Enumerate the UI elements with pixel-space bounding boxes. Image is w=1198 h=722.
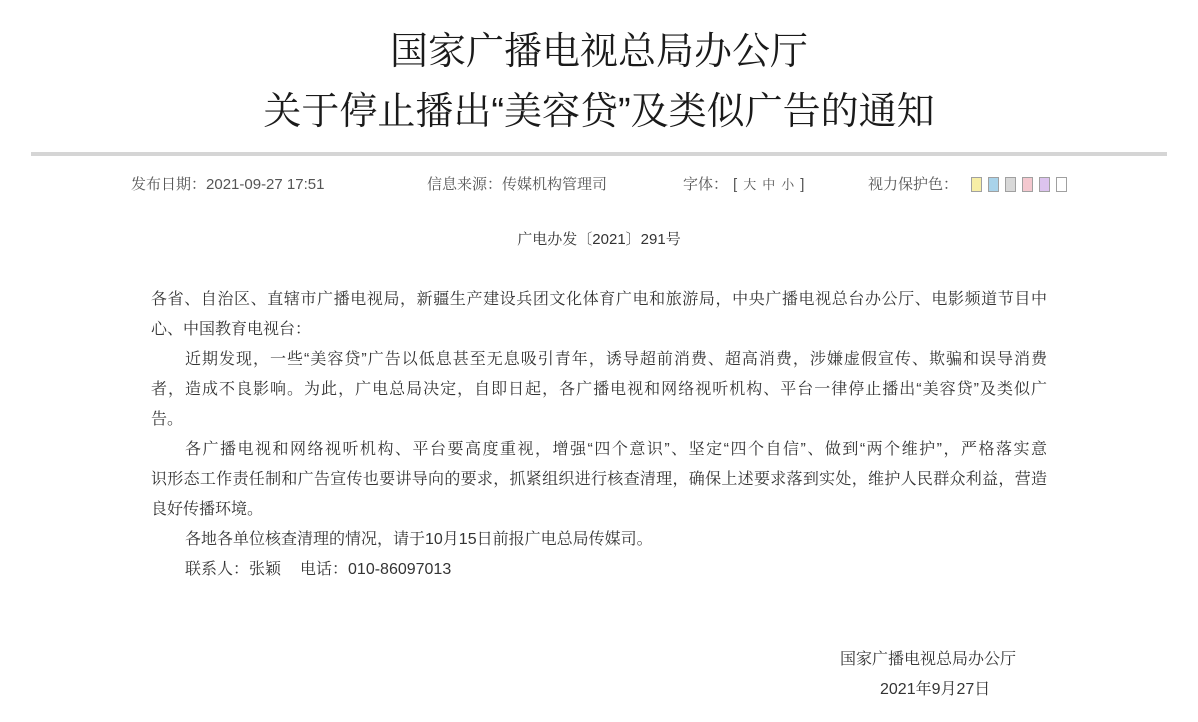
publish-date-value: 2021-09-27 17:51 — [206, 176, 325, 193]
font-size-bracket-close: ] — [800, 176, 805, 193]
eye-care-swatch-white[interactable] — [1056, 177, 1067, 192]
contact-phone: 电话：010-86097013 — [300, 561, 452, 578]
body-paragraph-2 — [151, 435, 1047, 525]
eye-care-swatch-pink[interactable] — [1022, 177, 1033, 192]
notice-body — [151, 285, 1047, 585]
publish-date-label: 发布日期： — [131, 176, 207, 193]
eye-care-swatches — [971, 177, 1073, 192]
page-title-line2: 关于停止播出“美容贷”及类似广告的通知 — [263, 91, 935, 133]
text-line: 者，造成不良影响。为此，广电总局决定，自即日起，各广播电视和网络视听机构、平台一律停止播出“美容贷”及类似广 — [151, 381, 1047, 398]
text-line: 近期发现，一些“美容贷”广告以低息甚至无息吸引青年，诱导超前消费、超高消费，涉嫌虚假宣传、欺骗和误导消费 — [185, 351, 1047, 368]
body-paragraph-3 — [151, 525, 1047, 555]
info-source — [427, 175, 607, 195]
publish-date — [131, 175, 324, 195]
eye-care-swatch-gray[interactable] — [1005, 177, 1016, 192]
title-divider — [31, 152, 1167, 156]
document-number: 广电办发〔2021〕291号 — [517, 231, 681, 248]
contact-line — [151, 555, 1047, 585]
font-size-label: 字体： — [683, 176, 729, 193]
info-source-value: 传媒机构管理司 — [502, 176, 608, 193]
signature-date: 2021年9月27日 — [880, 681, 991, 698]
salutation-paragraph — [151, 285, 1047, 345]
text-line: 识形态工作责任制和广告宣传也要讲导向的要求，抓紧组织进行核查清理，确保上述要求落到实处，维护人民群众利益，营造 — [151, 471, 1047, 488]
font-size-large-button[interactable]: 大 — [743, 177, 757, 192]
page-title-line1: 国家广播电视总局办公厅 — [389, 31, 808, 73]
text-line: 各省、自治区、直辖市广播电视局，新疆生产建设兵团文化体育广电和旅游局，中央广播电视总台办公厅、电影频道节目中 — [151, 291, 1047, 308]
eye-care-swatch-blue[interactable] — [988, 177, 999, 192]
eye-care-swatch-yellow[interactable] — [971, 177, 982, 192]
text-line: 各广播电视和网络视听机构、平台要高度重视，增强“四个意识”、坚定“四个自信”、做到“两个维护”，严格落实意 — [185, 441, 1047, 458]
font-size-small-button[interactable]: 小 — [781, 177, 795, 192]
text-line: 良好传播环境。 — [151, 501, 264, 518]
body-paragraph-1 — [151, 345, 1047, 435]
info-source-label: 信息来源： — [427, 176, 503, 193]
meta-bar — [0, 175, 1198, 195]
text-line: 心、中国教育电视台： — [151, 321, 312, 338]
text-line: 告。 — [151, 411, 184, 428]
eye-care-swatch-purple[interactable] — [1039, 177, 1050, 192]
signature-org: 国家广播电视总局办公厅 — [840, 651, 1017, 668]
font-size-bracket-open: [ — [733, 176, 738, 193]
text-line: 各地各单位核查清理的情况，请于10月15日前报广电总局传媒司。 — [185, 531, 653, 548]
font-size-medium-button[interactable]: 中 — [762, 177, 776, 192]
contact-person: 联系人：张颖 — [185, 561, 282, 578]
eye-care-label: 视力保护色： — [868, 176, 959, 193]
font-size-control — [683, 175, 804, 195]
